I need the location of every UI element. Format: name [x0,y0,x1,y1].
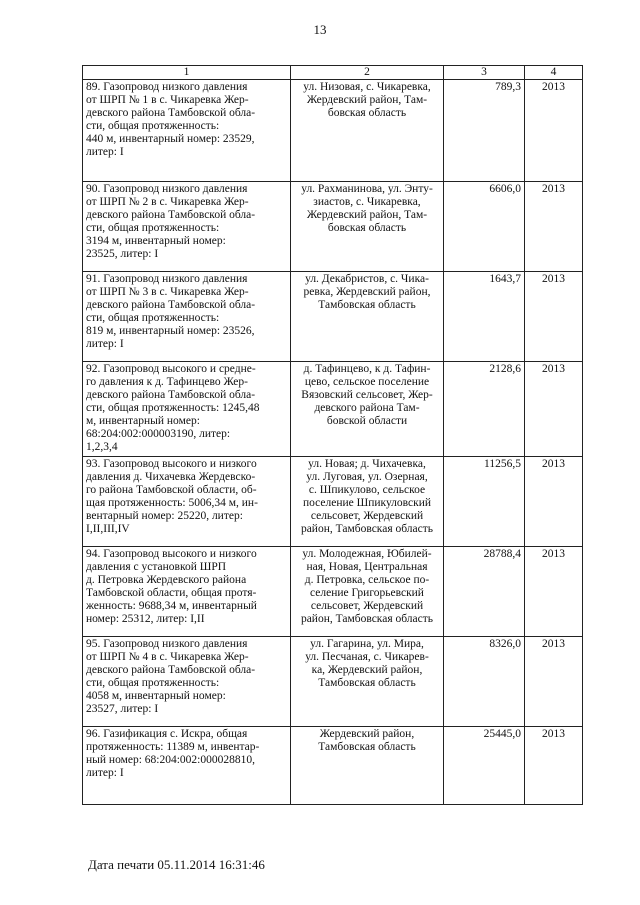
year-cell: 2013 [525,362,583,457]
balance-value-cell: 11256,5 [444,457,525,547]
object-description-cell: 89. Газопровод низкого давления от ШРП № 1 в с. Чикаревка Жер- девского района Тамбовской обла- сти, общая протяженность: 440 м, инвентарный номер: 23529, литер: I [83,80,291,182]
object-address-cell: ул. Молодежная, Юбилей- ная, Новая, Центральная д. Петровка, сельское по- селение Григорьевский сельсовет, Жердевский район, Тамбовская область [291,547,444,637]
table-row [83,547,583,637]
column-header-4: 4 [525,66,583,80]
balance-value-cell: 6606,0 [444,182,525,272]
year-cell: 2013 [525,727,583,805]
balance-value-cell: 28788,4 [444,547,525,637]
year-cell: 2013 [525,637,583,727]
object-address-cell: ул. Низовая, с. Чикаревка, Жердевский район, Там- бовская область [291,80,444,182]
object-description-cell: 94. Газопровод высокого и низкого давления с установкой ШРП д. Петровка Жердевского района Тамбовской области, общая протя- женность: 9688,34 м, инвентарный номер: 25312, литер: I,II [83,547,291,637]
balance-value-cell: 789,3 [444,80,525,182]
page-number: 13 [313,22,327,37]
object-address-cell: Жердевский район, Тамбовская область [291,727,444,805]
column-header-1: 1 [83,66,291,80]
year-cell: 2013 [525,547,583,637]
property-registry-table [82,65,583,805]
object-address-cell: ул. Новая; д. Чихачевка, ул. Луговая, ул. Озерная, с. Шпикулово, сельское поселение Шпикуловский сельсовет, Жердевский район, Тамбовская область [291,457,444,547]
balance-value-cell: 2128,6 [444,362,525,457]
balance-value-cell: 1643,7 [444,272,525,362]
object-address-cell: д. Тафинцево, к д. Тафин- цево, сельское поселение Вязовский сельсовет, Жер- девского района Там- бовской области [291,362,444,457]
object-description-cell: 93. Газопровод высокого и низкого давления д. Чихачевка Жердевско- го района Тамбовской области, об- щая протяженность: 5006,34 м, ин- вентарный номер: 25220, литер: I,II,III,IV [83,457,291,547]
column-header-3: 3 [444,66,525,80]
object-description-cell: 90. Газопровод низкого давления от ШРП № 2 в с. Чикаревка Жер- девского района Тамбовской обла- сти, общая протяженность: 3194 м, инвентарный номер: 23525, литер: I [83,182,291,272]
year-cell: 2013 [525,182,583,272]
table-row [83,637,583,727]
object-address-cell: ул. Рахманинова, ул. Энту- зиастов, с. Чикаревка, Жердевский район, Там- бовская область [291,182,444,272]
year-cell: 2013 [525,272,583,362]
year-cell: 2013 [525,457,583,547]
object-description-cell: 95. Газопровод низкого давления от ШРП № 4 в с. Чикаревка Жер- девского района Тамбовской обла- сти, общая протяженность: 4058 м, инвентарный номер: 23527, литер: I [83,637,291,727]
object-description-cell: 92. Газопровод высокого и средне- го давления к д. Тафинцево Жер- девского района Тамбовской обла- сти, общая протяженность: 1245,48 м, инвентарный номер: 68:204:002:000003190, литер: 1,2,3,4 [83,362,291,457]
balance-value-cell: 8326,0 [444,637,525,727]
column-header-2: 2 [291,66,444,80]
column-number-row [83,66,583,80]
table-body [83,80,583,805]
balance-value-cell: 25445,0 [444,727,525,805]
year-cell: 2013 [525,80,583,182]
object-address-cell: ул. Декабристов, с. Чика- ревка, Жердевский район, Тамбовская область [291,272,444,362]
table-row [83,727,583,805]
table-row [83,272,583,362]
object-address-cell: ул. Гагарина, ул. Мира, ул. Песчаная, с. Чикарев- ка, Жердевский район, Тамбовская область [291,637,444,727]
table-row [83,182,583,272]
table-row [83,80,583,182]
table-row [83,362,583,457]
table-row [83,457,583,547]
object-description-cell: 96. Газификация с. Искра, общая протяженность: 11389 м, инвентар- ный номер: 68:204:002:000028810, литер: I [83,727,291,805]
object-description-cell: 91. Газопровод низкого давления от ШРП № 3 в с. Чикаревка Жер- девского района Тамбовской обла- сти, общая протяженность: 819 м, инвентарный номер: 23526, литер: I [83,272,291,362]
print-date: Дата печати 05.11.2014 16:31:46 [88,857,265,872]
